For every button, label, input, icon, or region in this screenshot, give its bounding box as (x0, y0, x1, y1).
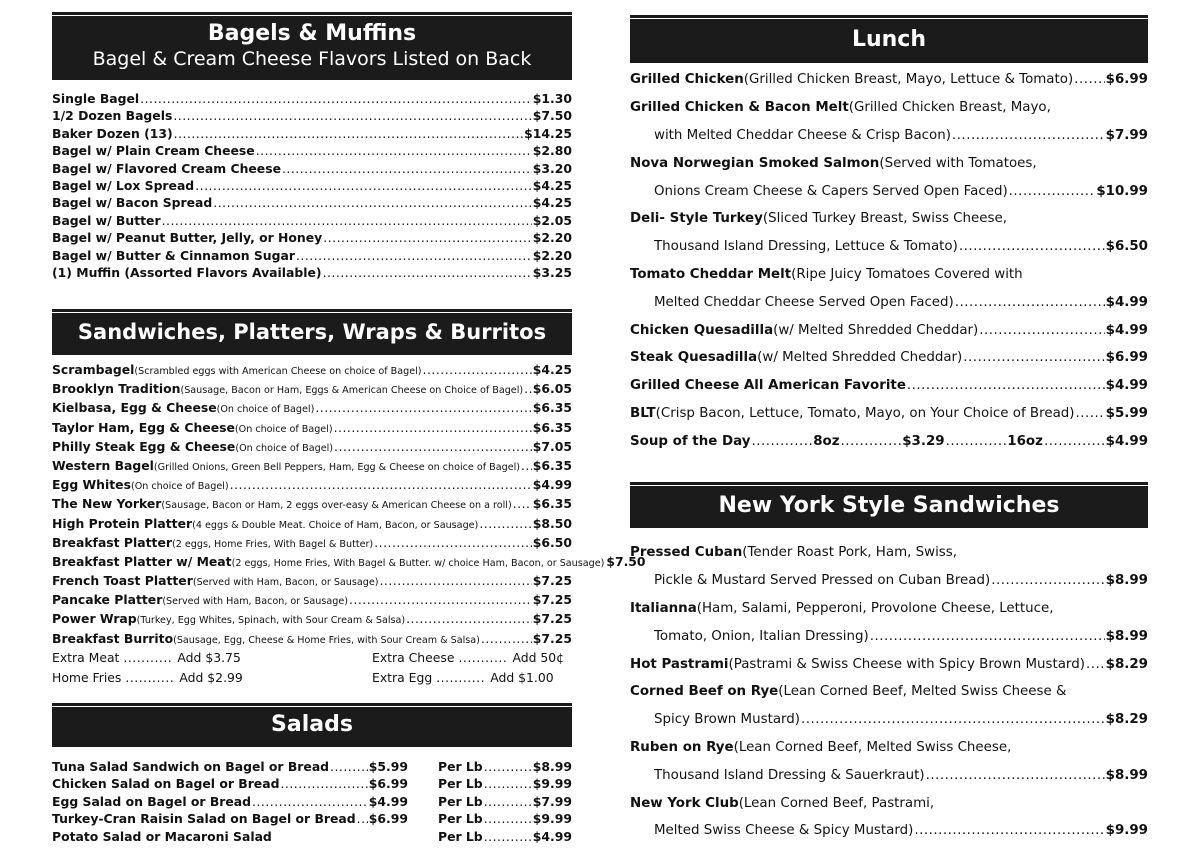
item-price: $8.50 (532, 515, 572, 531)
item-name: Grilled Cheese All American Favorite (630, 378, 906, 394)
dot-leader (436, 670, 486, 685)
menu-line (630, 789, 1148, 817)
per-lb-label: Per Lb (438, 828, 483, 844)
item-price: $6.50 (1105, 239, 1148, 255)
item-description: (Tender Roast Pork, Ham, Swiss, (742, 545, 958, 561)
item-price: $2.20 (532, 247, 572, 263)
extra-name: Extra Egg (372, 669, 433, 685)
item-price: $6.99 (1105, 72, 1148, 88)
dot-leader (914, 823, 1104, 838)
dot-leader (955, 295, 1105, 310)
item-name: Tomato Cheddar Melt (630, 266, 792, 282)
dot-leader (841, 434, 902, 449)
item-description: (Sausage, Bacon or Ham, 2 eggs over-easy & American Cheese on a roll) (161, 500, 512, 512)
dot-leader (334, 439, 532, 454)
dot-leader (801, 712, 1105, 727)
item-name: French Toast Platter (52, 573, 193, 589)
item-price: $2.80 (532, 143, 572, 159)
salads-title: Salads (271, 712, 353, 737)
dot-leader (959, 239, 1105, 254)
item-price: $6.35 (532, 496, 572, 512)
dot-leader (230, 477, 532, 492)
salad-item (52, 811, 572, 828)
item-description: (w/ Melted Shredded Cheddar) (757, 350, 963, 366)
dot-leader (140, 91, 532, 106)
item-description: (Grilled Chicken Breast, Mayo, Lettuce & Tomato) (743, 72, 1074, 88)
menu-line (630, 66, 1148, 94)
item-price: $7.25 (532, 630, 572, 646)
dot-leader (195, 178, 532, 193)
item-name: Scrambagel (52, 362, 135, 377)
dot-leader (296, 248, 532, 263)
dot-leader (315, 400, 531, 415)
lunch-title: Lunch (851, 27, 927, 52)
item-name: Grilled Chicken (630, 72, 744, 88)
menu-item (52, 631, 572, 650)
item-description: (Served with Tomatoes, (879, 155, 1037, 171)
menu-line (630, 261, 1148, 289)
menu-line (630, 122, 1148, 150)
menu-item (52, 573, 572, 592)
salads-list (52, 759, 572, 846)
item-name: Single Bagel (52, 91, 140, 106)
item-price: $3.25 (532, 264, 572, 280)
dot-leader (481, 631, 532, 646)
menu-line (630, 595, 1148, 623)
item-price: $8.99 (1105, 573, 1148, 589)
dot-leader (484, 829, 532, 844)
item-price: $2.20 (532, 230, 572, 246)
salad-item (52, 759, 572, 776)
menu-item (52, 535, 572, 554)
menu-line (630, 288, 1148, 316)
dot-leader (870, 629, 1105, 644)
menu-item (52, 516, 572, 535)
item-description: (On choice of Bagel) (130, 481, 229, 493)
item-description: Melted Cheddar Cheese Served Open Faced) (654, 294, 954, 310)
item-price: $9.99 (1105, 823, 1148, 839)
item-price: $7.25 (532, 592, 572, 608)
item-description: (Grilled Onions, Green Bell Peppers, Ham, Egg & Cheese on choice of Bagel) (153, 461, 521, 473)
per-lb-price: $9.99 (532, 776, 572, 792)
item-description: (Crisp Bacon, Lettuce, Tomato, Mayo, on Your Choice of Bread) (655, 405, 1075, 421)
ny-title: New York Style Sandwiches (718, 493, 1060, 518)
item-price: $7.05 (532, 438, 572, 454)
salad-sandwich (52, 794, 408, 811)
item-price: $7.25 (532, 611, 572, 627)
item-price: $8.99 (1105, 628, 1148, 644)
dot-leader (484, 759, 532, 774)
salad-item (52, 794, 572, 811)
dot-leader (926, 768, 1105, 783)
dot-leader (334, 420, 532, 435)
per-lb-price: $7.99 (532, 793, 572, 809)
item-name: Philly Steak Egg & Cheese (52, 438, 236, 454)
item-price: $4.99 (368, 793, 408, 809)
menu-line (630, 177, 1148, 205)
item-name: Pressed Cuban (630, 545, 743, 561)
item-description: (Served with Ham, Bacon, or Sausage) (162, 596, 348, 608)
per-lb-price: $4.99 (532, 828, 572, 844)
salad-sandwich (52, 811, 408, 828)
item-name: Italianna (630, 600, 697, 616)
item-price: $10.99 (1096, 183, 1148, 199)
ny-banner (630, 482, 1148, 528)
dot-leader (1009, 184, 1096, 199)
menu-item (52, 477, 572, 496)
menu-line (630, 622, 1148, 650)
dot-leader (423, 362, 532, 377)
item-name: Ruben on Rye (630, 739, 734, 755)
menu-item (52, 230, 572, 247)
dot-leader (174, 126, 524, 141)
per-lb-label: Per Lb (438, 811, 483, 827)
dot-leader (952, 128, 1105, 143)
menu-line (630, 567, 1148, 595)
item-description: (Scrambled eggs with American Cheese on choice of Bagel) (134, 366, 422, 377)
dot-leader (357, 811, 368, 826)
item-description: (Sausage, Egg, Cheese & Home Fries, with Sour Cream & Salsa) (173, 634, 480, 646)
item-price: $4.99 (1105, 294, 1148, 310)
menu-line (630, 734, 1148, 762)
per-lb-price: $9.99 (532, 811, 572, 827)
item-price: $3.20 (532, 160, 572, 176)
item-name: Bagel w/ Flavored Cream Cheese (52, 160, 281, 176)
item-name: Nova Norwegian Smoked Salmon (630, 155, 880, 171)
menu-line (630, 149, 1148, 177)
item-name: Deli- Style Turkey (630, 211, 763, 227)
item-price: $6.99 (368, 811, 408, 827)
item-name: Egg Whites (52, 477, 131, 493)
menu-item (52, 161, 572, 178)
per-lb-label: Per Lb (438, 759, 483, 774)
item-description: Pickle & Mustard Served Pressed on Cuban Bread) (654, 573, 991, 589)
menu-item (52, 381, 572, 400)
extras-row (52, 650, 572, 670)
per-lb-price: $8.99 (532, 759, 572, 774)
item-description: (Served with Ham, Bacon, or Sausage) (192, 577, 379, 589)
item-name: BLT (630, 405, 656, 421)
menu-line (630, 205, 1148, 233)
menu-line (630, 316, 1148, 344)
item-name: Breakfast Burrito (52, 630, 174, 646)
item-price: $4.25 (532, 362, 572, 377)
item-description: Thousand Island Dressing, Lettuce & Tomato) (654, 239, 958, 255)
salad-per-lb (438, 811, 572, 828)
item-price: $7.25 (532, 573, 572, 589)
menu-line (630, 817, 1148, 845)
soup-name: Soup of the Day (630, 433, 751, 449)
item-price: $6.05 (532, 381, 572, 397)
item-description: (4 eggs & Double Meat. Choice of Ham, Bacon, or Sausage) (192, 519, 479, 531)
dot-leader (524, 381, 532, 396)
item-description: (On choice of Bagel) (234, 423, 333, 435)
sandwiches-title: Sandwiches, Platters, Wraps & Burritos (77, 320, 547, 344)
menu-item (52, 592, 572, 611)
menu-item (52, 143, 572, 160)
dot-leader (979, 323, 1104, 338)
soup-price-large: $4.99 (1105, 433, 1149, 449)
salads-banner (52, 703, 572, 747)
item-description: (Turkey, Egg Whites, Spinach, with Sour Cream & Salsa) (136, 615, 406, 627)
extra-item (52, 650, 252, 665)
item-name: The New Yorker (52, 496, 162, 512)
item-description: (Lean Corned Beef, Melted Swiss Cheese, (733, 739, 1012, 755)
soup-size-small: 8oz (813, 433, 840, 449)
menu-line (630, 94, 1148, 122)
item-name: New York Club (630, 795, 739, 811)
item-name: Kielbasa, Egg & Cheese (52, 400, 217, 416)
item-name: Corned Beef on Rye (630, 684, 779, 700)
item-name: Bagel w/ Butter (52, 212, 161, 228)
item-price: $6.99 (1105, 350, 1148, 366)
menu-line (630, 761, 1148, 789)
bagels-title: Bagels & Muffins (207, 21, 417, 46)
dot-leader (282, 161, 532, 176)
item-name: Bagel w/ Plain Cream Cheese (52, 143, 255, 159)
extras-row (52, 670, 572, 690)
dot-leader (330, 759, 368, 774)
dot-leader (125, 670, 175, 685)
soup-price-small: $3.29 (902, 433, 945, 449)
dot-leader (513, 496, 532, 511)
item-price: $4.25 (532, 195, 572, 211)
item-description: (Lean Corned Beef, Melted Swiss Cheese & (778, 684, 1067, 700)
soup-of-the-day (630, 427, 1148, 455)
extra-item (372, 650, 572, 665)
per-lb-label: Per Lb (438, 793, 483, 809)
item-description: (On choice of Bagel) (216, 404, 315, 416)
dot-leader (484, 794, 532, 809)
menu-item (52, 213, 572, 230)
menu-item (52, 195, 572, 212)
bagels-subtitle: Bagel & Cream Cheese Flavors Listed on Back (92, 48, 532, 70)
item-description: (On choice of Bagel) (235, 442, 334, 454)
salad-sandwich (52, 759, 408, 776)
dot-leader (1044, 434, 1105, 449)
sandwiches-banner (52, 309, 572, 355)
item-price: $7.99 (1105, 127, 1148, 143)
dot-leader (173, 108, 531, 123)
menu-item (52, 265, 572, 282)
extra-price: Add $2.99 (179, 669, 243, 685)
item-name: Power Wrap (52, 611, 137, 627)
item-price: $8.29 (1105, 712, 1148, 728)
extra-price: Add $1.00 (490, 669, 554, 685)
salad-sandwich (52, 829, 408, 846)
item-name: Western Bagel (52, 457, 154, 473)
menu-item (52, 611, 572, 630)
menu-line (630, 233, 1148, 261)
item-name: Potato Salad or Macaroni Salad (52, 828, 272, 844)
item-price: $6.35 (532, 457, 572, 473)
dot-leader (484, 776, 532, 791)
item-description: (Pastrami & Swiss Cheese with Spicy Brown Mustard) (728, 656, 1085, 672)
item-description: (2 eggs, Home Fries, With Bagel & Butter. w/ choice Ham, Bacon, or Sausage) (231, 557, 605, 569)
soup-size-large: 16oz (1007, 433, 1043, 449)
item-price: $6.35 (532, 400, 572, 416)
item-price: $4.25 (532, 177, 572, 193)
menu-item (52, 178, 572, 195)
item-name: Chicken Salad on Bagel or Bread (52, 776, 280, 792)
item-description: Onions Cream Cheese & Capers Served Open Faced) (654, 183, 1008, 199)
item-name: Grilled Chicken & Bacon Melt (630, 100, 849, 116)
dot-leader (458, 650, 508, 665)
dot-leader (991, 573, 1104, 588)
menu-item (52, 439, 572, 458)
dot-leader (123, 650, 173, 665)
dot-leader (751, 434, 812, 449)
item-name: High Protein Platter (52, 515, 193, 531)
item-description: (Ripe Juicy Tomatoes Covered with (791, 266, 1023, 282)
menu-item (52, 496, 572, 515)
item-name: 1/2 Dozen Bagels (52, 108, 173, 124)
menu-item (52, 126, 572, 143)
salad-per-lb (438, 829, 572, 846)
extra-name: Home Fries (52, 669, 122, 685)
dot-leader (1074, 72, 1104, 87)
item-name: Breakfast Platter (52, 534, 172, 550)
lunch-list (630, 66, 1148, 455)
salad-sandwich (52, 776, 408, 793)
menu-item (52, 91, 572, 108)
ny-list (630, 539, 1148, 845)
item-description: Thousand Island Dressing & Sauerkraut) (654, 767, 925, 783)
lunch-banner (630, 15, 1148, 63)
item-name: Tuna Salad Sandwich on Bagel or Bread (52, 759, 330, 774)
item-price: $2.05 (532, 212, 572, 228)
menu-item (52, 248, 572, 265)
item-name: Breakfast Platter w/ Meat (52, 553, 232, 569)
item-description: Melted Swiss Cheese & Spicy Mustard) (654, 823, 914, 839)
salad-per-lb (438, 776, 572, 793)
item-name: Hot Pastrami (630, 656, 729, 672)
item-name: Bagel w/ Lox Spread (52, 177, 195, 193)
menu-item (52, 362, 572, 381)
item-name: Egg Salad on Bagel or Bread (52, 793, 252, 809)
item-price: $4.99 (532, 477, 572, 493)
bagels-list (52, 91, 572, 282)
item-description: (Sausage, Bacon or Ham, Eggs & American Cheese on Choice of Bagel) (180, 385, 524, 397)
item-price: $8.29 (1105, 656, 1148, 672)
item-price: $7.50 (606, 553, 646, 569)
bagels-banner (52, 12, 572, 80)
menu-item (52, 108, 572, 125)
dot-leader (323, 230, 532, 245)
menu-item (52, 420, 572, 439)
salad-per-lb (438, 759, 572, 776)
item-description: Spicy Brown Mustard) (654, 712, 801, 728)
item-price: $7.50 (532, 108, 572, 124)
item-name: Brooklyn Tradition (52, 381, 181, 397)
dot-leader (946, 434, 1007, 449)
item-price: $14.25 (524, 125, 572, 141)
dot-leader (484, 811, 532, 826)
salad-item (52, 776, 572, 793)
item-price: $5.99 (368, 759, 408, 774)
item-name: (1) Muffin (Assorted Flavors Available) (52, 264, 322, 280)
item-price: $6.99 (368, 776, 408, 792)
menu-line (630, 400, 1148, 428)
menu-line (630, 678, 1148, 706)
per-lb-label: Per Lb (438, 776, 483, 792)
dot-leader (1076, 406, 1105, 421)
menu-item (52, 400, 572, 419)
item-description: (Sliced Turkey Breast, Swiss Cheese, (762, 211, 1007, 227)
item-price: $4.99 (1105, 378, 1148, 394)
menu-line (630, 706, 1148, 734)
menu-line (630, 539, 1148, 567)
menu-line (630, 372, 1148, 400)
dot-leader (213, 195, 532, 210)
item-name: Bagel w/ Peanut Butter, Jelly, or Honey (52, 230, 323, 246)
dot-leader (256, 143, 532, 158)
salad-item (52, 829, 572, 846)
dot-leader (252, 794, 368, 809)
item-price: $5.99 (1105, 405, 1148, 421)
dot-leader (349, 592, 532, 607)
item-name: Taylor Ham, Egg & Cheese (52, 419, 235, 435)
item-name: Chicken Quesadilla (630, 322, 774, 338)
dot-leader (1086, 657, 1105, 672)
dot-leader (379, 573, 531, 588)
item-description: (Ham, Salami, Pepperoni, Provolone Cheese, Lettuce, (696, 600, 1054, 616)
dot-leader (323, 265, 532, 280)
dot-leader (374, 535, 532, 550)
item-price: $8.99 (1105, 767, 1148, 783)
dot-leader (479, 516, 531, 531)
dot-leader (162, 213, 532, 228)
menu-item (52, 553, 646, 573)
item-description: (Lean Corned Beef, Pastrami, (738, 795, 935, 811)
extra-item (372, 670, 572, 685)
dot-leader (406, 611, 532, 626)
item-name: Baker Dozen (13) (52, 125, 173, 141)
item-price: $1.30 (532, 91, 572, 106)
item-name: Pancake Platter (52, 592, 163, 608)
item-name: Steak Quesadilla (630, 350, 758, 366)
extra-price: Add 50¢ (512, 649, 565, 665)
extra-item (52, 670, 252, 685)
item-price: $6.35 (532, 419, 572, 435)
item-description: with Melted Cheddar Cheese & Crisp Bacon) (654, 127, 951, 143)
item-description: Tomato, Onion, Italian Dressing) (654, 628, 869, 644)
item-name: Turkey-Cran Raisin Salad on Bagel or Bread (52, 811, 356, 827)
item-name: Bagel w/ Butter & Cinnamon Sugar (52, 247, 295, 263)
item-description: (Grilled Chicken Breast, Mayo, (848, 100, 1051, 116)
extra-price: Add $3.75 (177, 649, 241, 665)
menu-line (630, 650, 1148, 678)
menu-line (630, 344, 1148, 372)
extra-name: Extra Cheese (372, 649, 455, 665)
item-description: (2 eggs, Home Fries, With Bagel & Butter) (171, 538, 374, 550)
salad-per-lb (438, 794, 572, 811)
extra-name: Extra Meat (52, 649, 120, 665)
dot-leader (963, 350, 1104, 365)
item-price: $6.50 (532, 534, 572, 550)
menu-item (52, 458, 572, 477)
item-name: Bagel w/ Bacon Spread (52, 195, 213, 211)
dot-leader (521, 458, 532, 473)
dot-leader (907, 378, 1105, 393)
item-description: (w/ Melted Shredded Cheddar) (773, 322, 979, 338)
item-price: $4.99 (1105, 322, 1148, 338)
dot-leader (280, 776, 367, 791)
